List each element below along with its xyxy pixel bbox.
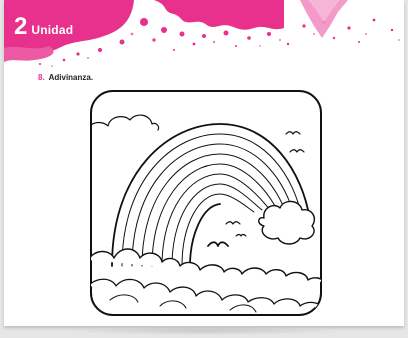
rainbow-illustration bbox=[90, 90, 322, 316]
unit-number: 2 bbox=[14, 13, 28, 40]
exercise-number: 8. bbox=[38, 73, 45, 82]
unit-label: Unidad bbox=[31, 23, 74, 37]
exercise-title: Adivinanza. bbox=[48, 73, 94, 82]
page-shadow bbox=[60, 327, 350, 335]
unit-badge bbox=[14, 15, 73, 39]
textbook-page bbox=[4, 0, 404, 326]
exercise-heading bbox=[38, 73, 93, 82]
